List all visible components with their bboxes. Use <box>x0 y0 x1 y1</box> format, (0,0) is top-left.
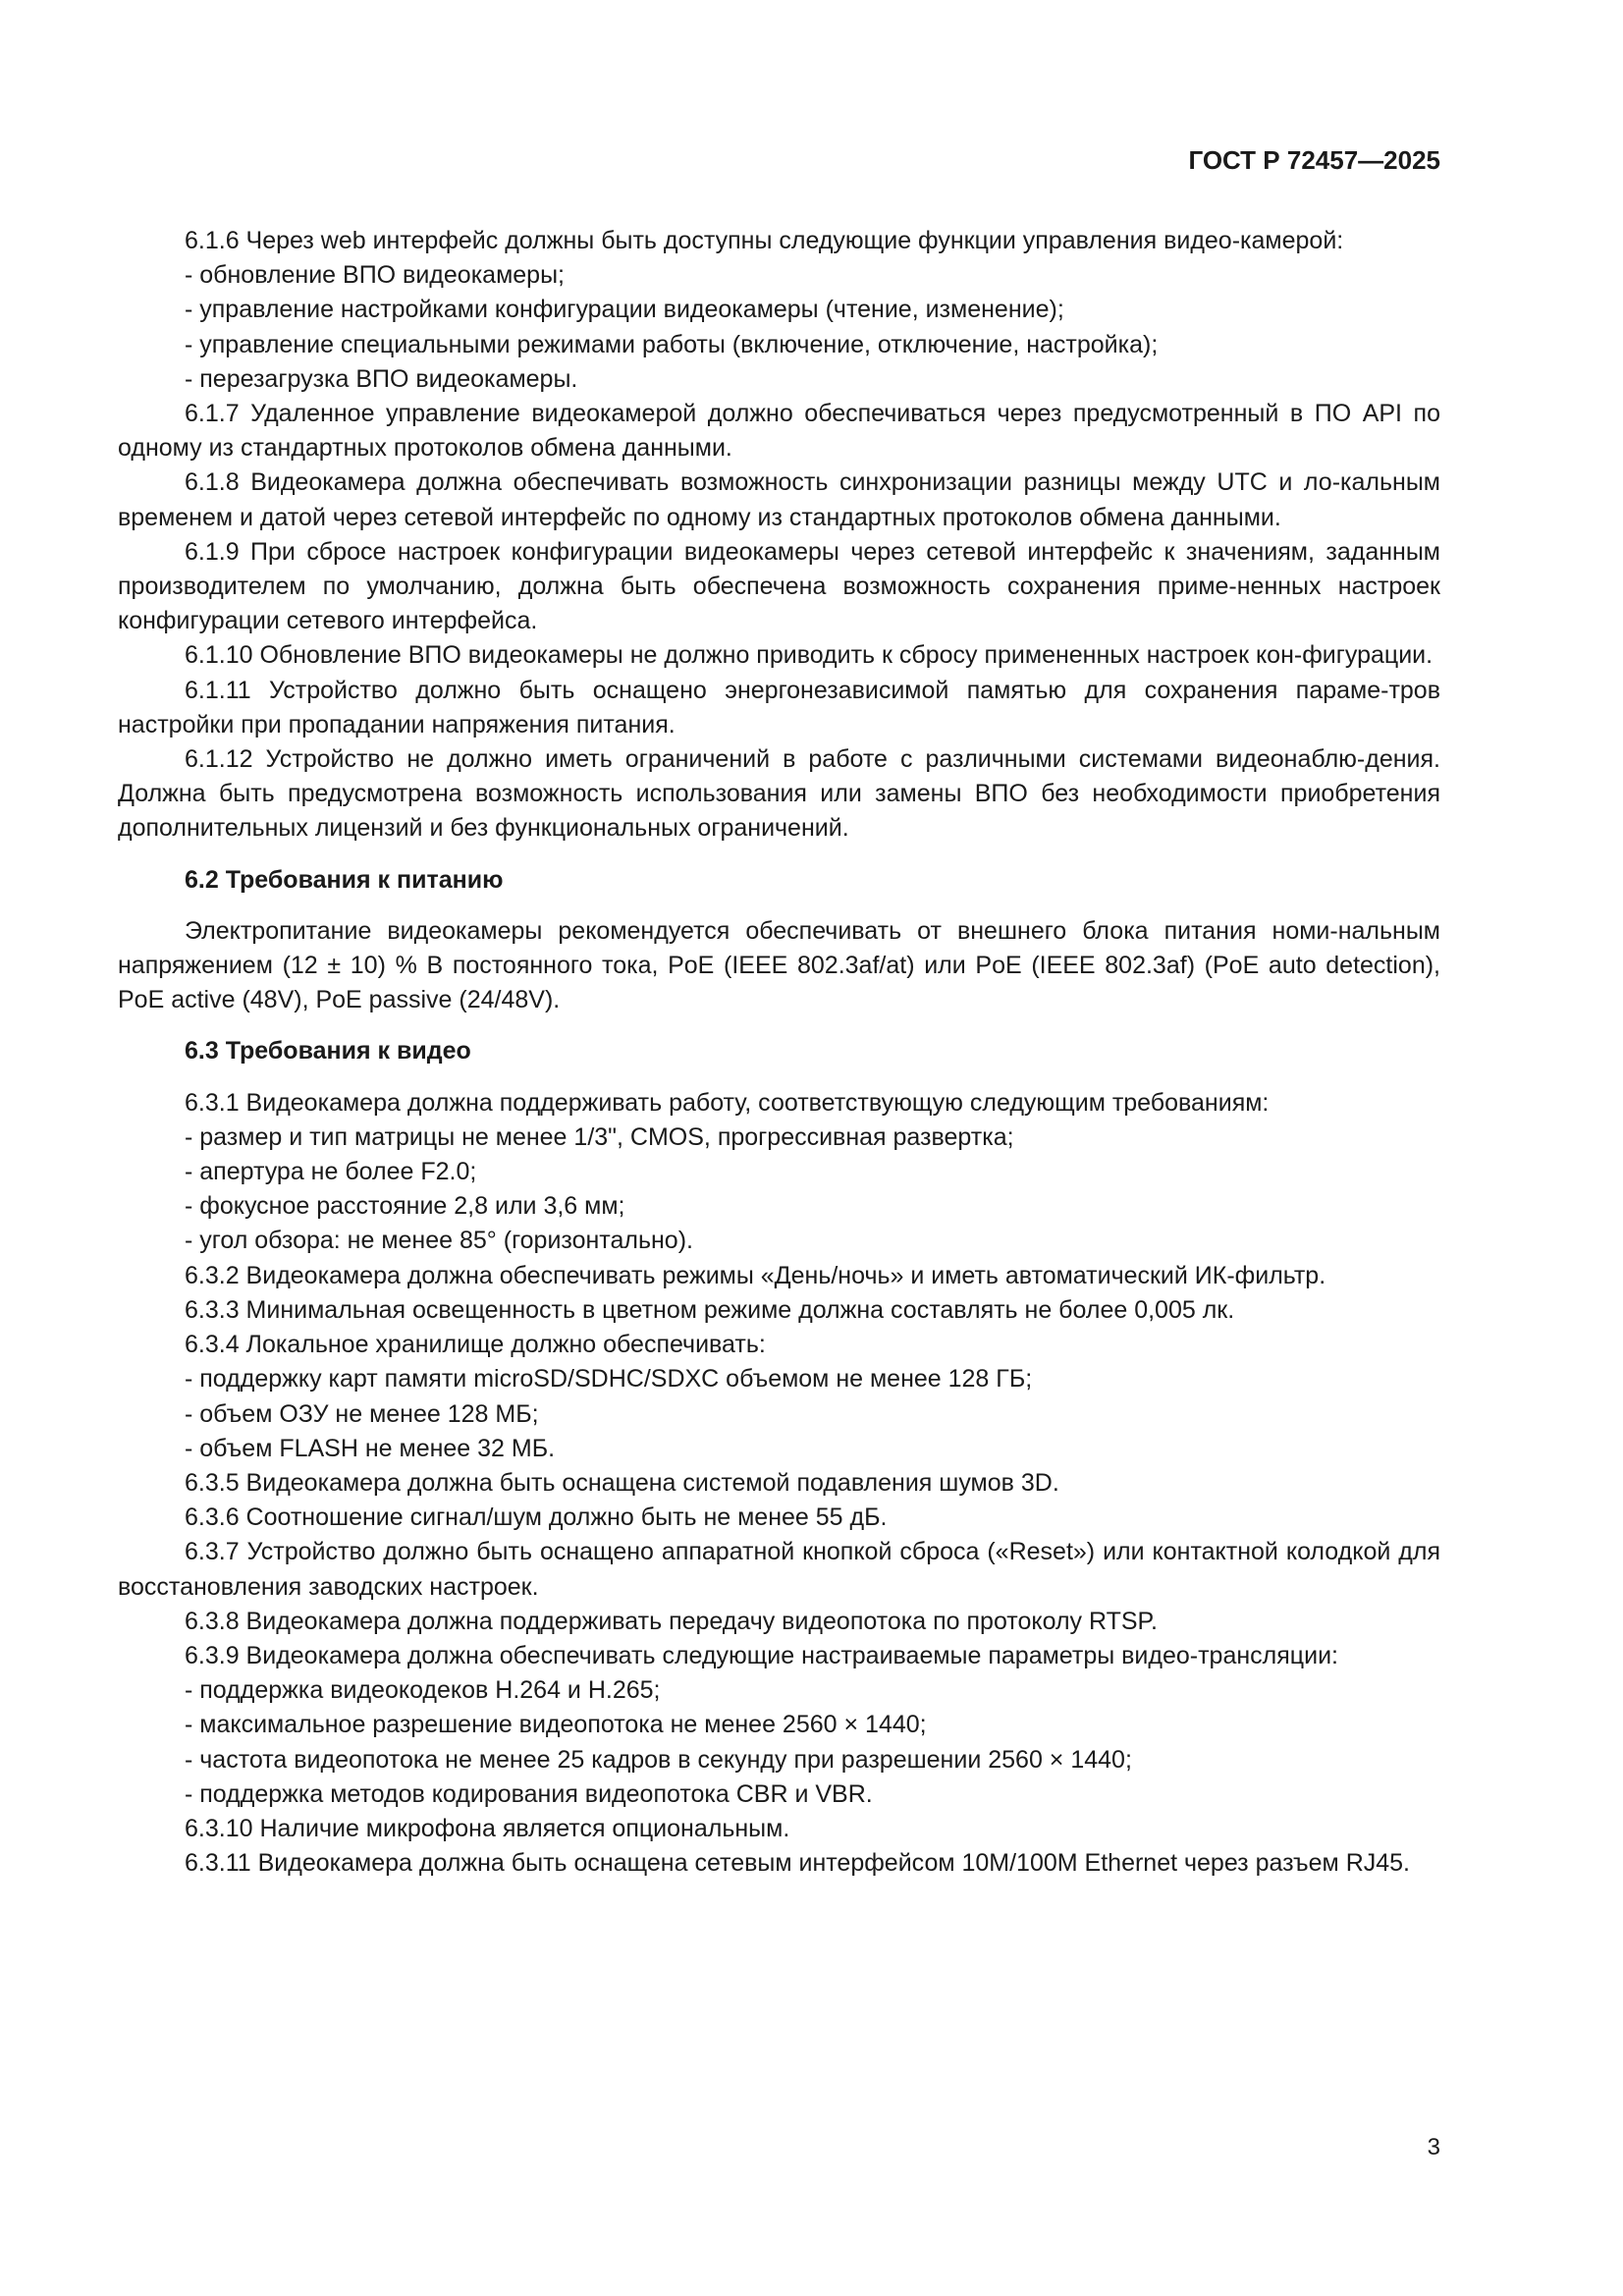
list-item: - перезагрузка ВПО видеокамеры. <box>185 364 578 393</box>
list-item: - поддержку карт памяти microSD/SDHC/SDXC объемом не менее 128 ГБ; <box>185 1365 1033 1394</box>
paragraph: 6.3.8 Видеокамера должна поддерживать передачу видеопотока по протоколу RTSP. <box>185 1607 1158 1635</box>
paragraph: 6.3.11 Видеокамера должна быть оснащена сетевым интерфейсом 10M/100M Ethernet через разъем RJ45. <box>185 1849 1410 1878</box>
list-item: - частота видеопотока не менее 25 кадров в секунду при разрешении 2560 × 1440; <box>185 1745 1132 1774</box>
list-item: - управление настройками конфигурации видеокамеры (чтение, изменение); <box>185 296 1064 324</box>
page-number: 3 <box>1427 2134 1440 2160</box>
paragraph: 6.1.11 Устройство должно быть оснащено энергонезависимой памятью для сохранения параме-тров настройки при пропадании напряжения питания. <box>118 676 1440 738</box>
paragraph: 6.3.3 Минимальная освещенность в цветном режиме должна составлять не более 0,005 лк. <box>185 1295 1235 1324</box>
list-item: - управление специальными режимами работы (включение, отключение, настройка); <box>185 330 1159 358</box>
list-item: - апертура не более F2.0; <box>185 1158 477 1186</box>
list-item: - обновление ВПО видеокамеры; <box>185 261 565 290</box>
paragraph: 6.3.6 Соотношение сигнал/шум должно быть не менее 55 дБ. <box>185 1503 888 1532</box>
paragraph: 6.1.9 При сбросе настроек конфигурации видеокамеры через сетевой интерфейс к значениям, заданным производителем по умолчанию, должна быть обеспечена возможность сохранения приме-ненных настроек конфигурации сетевого интерфейса. <box>118 537 1440 635</box>
paragraph: 6.3.2 Видеокамера должна обеспечивать режимы «День/ночь» и иметь автоматический ИК-фильтр. <box>185 1261 1326 1289</box>
paragraph: 6.3.1 Видеокамера должна поддерживать работу, соответствующую следующим требованиям: <box>185 1088 1270 1117</box>
paragraph: Электропитание видеокамеры рекомендуется обеспечивать от внешнего блока питания номи-нальным напряжением (12 ± 10) % В постоянного тока, PoE (IEEE 802.3af/at) или PoE (IEEE 802.3af) (PoE auto detection), PoE active (48V), PoE passive (24/48V). <box>118 916 1440 1014</box>
paragraph: 6.1.10 Обновление ВПО видеокамеры не должно приводить к сбросу примененных настроек кон-фигурации. <box>185 641 1434 670</box>
paragraph: 6.1.8 Видеокамера должна обеспечивать возможность синхронизации разницы между UTC и ло-кальным временем и датой через сетевой интерфейс по одному из стандартных протоколов обмена данными. <box>118 468 1440 531</box>
list-item: - поддержка видеокодеков H.264 и H.265; <box>185 1676 661 1705</box>
paragraph: 6.1.6 Через web интерфейс должны быть доступны следующие функции управления видео-камерой: <box>185 227 1344 254</box>
list-item: - объем ОЗУ не менее 128 МБ; <box>185 1399 539 1428</box>
list-item: - фокусное расстояние 2,8 или 3,6 мм; <box>185 1192 625 1221</box>
list-item: - размер и тип матрицы не менее 1/3", CMOS, прогрессивная развертка; <box>185 1122 1014 1151</box>
document-header: ГОСТ Р 72457—2025 <box>1188 145 1440 175</box>
list-item: - угол обзора: не менее 85° (горизонтально). <box>185 1227 693 1255</box>
paragraph: 6.3.5 Видеокамера должна быть оснащена системой подавления шумов 3D. <box>185 1468 1059 1497</box>
list-item: - объем FLASH не менее 32 МБ. <box>185 1434 556 1462</box>
list-item: - максимальное разрешение видеопотока не менее 2560 × 1440; <box>185 1711 927 1739</box>
paragraph: 6.1.7 Удаленное управление видеокамерой должно обеспечиваться через предусмотренный в ПО API по одному из стандартных протоколов обмена данными. <box>118 400 1440 463</box>
paragraph: 6.3.4 Локальное хранилище должно обеспечивать: <box>185 1331 766 1359</box>
paragraph: 6.3.9 Видеокамера должна обеспечивать следующие настраиваемые параметры видео-трансляции: <box>185 1641 1338 1669</box>
paragraph: 6.3.10 Наличие микрофона является опциональным. <box>185 1814 790 1842</box>
paragraph: 6.3.7 Устройство должно быть оснащено аппаратной кнопкой сброса («Reset») или контактной колодкой для восстановления заводских настроек. <box>118 1538 1440 1601</box>
paragraph: 6.1.12 Устройство не должно иметь ограничений в работе с различными системами видеонаблю-дения. Должна быть предусмотрена возможность использования или замены ВПО без необходимости приобретения дополнительных лицензий и без функциональных ограничений. <box>118 745 1440 843</box>
list-item: - поддержка методов кодирования видеопотока CBR и VBR. <box>185 1779 873 1808</box>
section-heading: 6.3 Требования к видео <box>185 1037 471 1066</box>
document-body <box>118 224 1440 1881</box>
section-heading: 6.2 Требования к питанию <box>185 865 504 894</box>
